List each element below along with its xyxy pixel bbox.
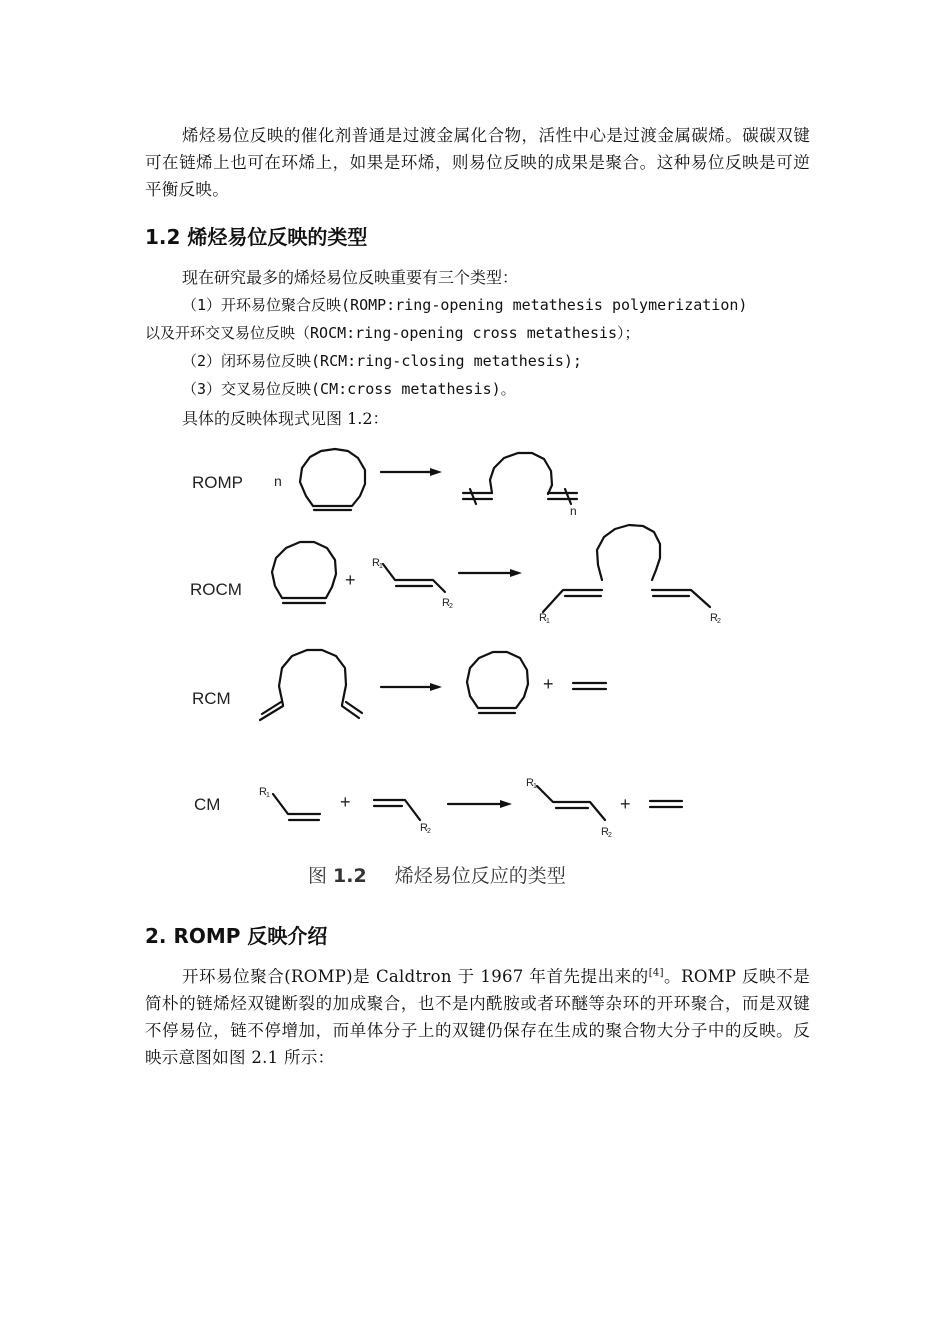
- romp-bracket-right: [565, 489, 571, 504]
- label-cm: CM: [194, 795, 221, 814]
- cm-r2: R: [420, 822, 428, 834]
- rocm-r2-sub: 2: [449, 603, 453, 610]
- rocm-product-r1-sub: 1: [546, 618, 550, 625]
- cm-product-r2-sub: 2: [608, 832, 612, 839]
- intro-paragraph: 烯烃易位反映的催化剂普通是过渡金属化合物，活性中心是过渡金属碳烯。碳碳双键可在链烯上也可在环烯上，如果是环烯，则易位反映的成果是聚合。这种易位反映是可逆平衡反映。: [145, 126, 810, 199]
- cm-plus-2: +: [620, 794, 631, 814]
- rocm-r1-sub: 1: [379, 563, 383, 570]
- cm-product: [537, 786, 605, 820]
- cm-plus-1: +: [340, 792, 351, 812]
- rocm-product-left-chain: [543, 590, 602, 612]
- romp-n-label: n: [274, 473, 282, 489]
- rocm-product-r2-sub: 2: [717, 618, 721, 625]
- rocm-r1: R: [372, 557, 380, 569]
- type-item-3: （3）交叉易位反映(CM:cross metathesis)。: [182, 380, 516, 398]
- types-lead-text: 现在研究最多的烯烃易位反映重要有三个类型：: [182, 268, 519, 287]
- label-romp: ROMP: [192, 473, 243, 492]
- cm-arrow-head: [500, 800, 512, 808]
- citation-ref: [4]: [648, 967, 664, 979]
- type-item-1-line-2: 以及开环交叉易位反映（ROCM:ring-opening cross metathesis）；: [145, 324, 640, 342]
- rocm-olefin: [383, 564, 445, 592]
- romp-n-subscript: n: [570, 504, 577, 518]
- romp-bracket-left: [470, 489, 476, 504]
- cm-r1: R: [259, 786, 267, 798]
- cm-olefin-1: [273, 794, 320, 814]
- section-heading-2: 2. ROMP 反映介绍: [145, 924, 328, 948]
- rocm-arrow-head: [510, 569, 522, 577]
- rocm-product-right-chain: [652, 590, 710, 607]
- rcm-arrow-head: [430, 683, 442, 691]
- type-item-1-line-1: （1）开环易位聚合反映(ROMP:ring-opening metathesis polymerization): [182, 296, 748, 314]
- caption-number: 1.2: [333, 865, 367, 887]
- cm-product-r1-sub: 1: [533, 783, 537, 790]
- cm-r2-sub: 2: [427, 828, 431, 835]
- section-heading-1-2: 1.2 烯烃易位反映的类型: [145, 225, 368, 249]
- figure-caption: [308, 862, 566, 890]
- rocm-plus: +: [345, 570, 356, 590]
- romp-monomer-ring: [300, 449, 365, 506]
- rocm-monomer-ring: [272, 542, 336, 598]
- cm-r1-sub: 1: [266, 792, 270, 799]
- caption-text: 烯烃易位反应的类型: [394, 865, 566, 887]
- caption-prefix: 图: [308, 865, 328, 887]
- rocm-product-arc: [597, 525, 660, 580]
- romp-intro-text-2: 。ROMP 反映不是简朴的链烯烃双键断裂的加成聚合，也不是内酰胺或者环醚等杂环的开环聚合，而是双键不停易位，链不停增加，而单体分子上的双键仍保存在生成的聚合物大分子中的反映。反映示意图如图 2.1 所示：: [145, 967, 810, 1067]
- rcm-product-ring: [467, 652, 528, 708]
- rocm-r2: R: [442, 597, 450, 609]
- rcm-diene-arc: [279, 650, 346, 705]
- romp-polymer-arc: [490, 453, 552, 494]
- rocm-product-r1: R: [539, 612, 547, 624]
- romp-arrow-head: [430, 468, 442, 476]
- type-item-2: （2）闭环易位反映(RCM:ring-closing metathesis);: [182, 352, 582, 370]
- rcm-plus: +: [543, 674, 554, 694]
- cm-olefin-2: [374, 800, 420, 820]
- rocm-product-r2: R: [710, 612, 718, 624]
- cm-product-r2: R: [601, 826, 609, 838]
- metathesis-types-figure: [180, 440, 750, 855]
- cm-product-r1: R: [526, 777, 534, 789]
- label-rcm: RCM: [192, 689, 231, 708]
- romp-intro-text-1: 开环易位聚合(ROMP)是 Caldtron 于 1967 年首先提出来的: [182, 967, 649, 986]
- label-rocm: ROCM: [190, 580, 242, 599]
- romp-intro-paragraph: [145, 963, 810, 1071]
- figure-reference-text: 具体的反映体现式见图 1.2：: [182, 409, 389, 428]
